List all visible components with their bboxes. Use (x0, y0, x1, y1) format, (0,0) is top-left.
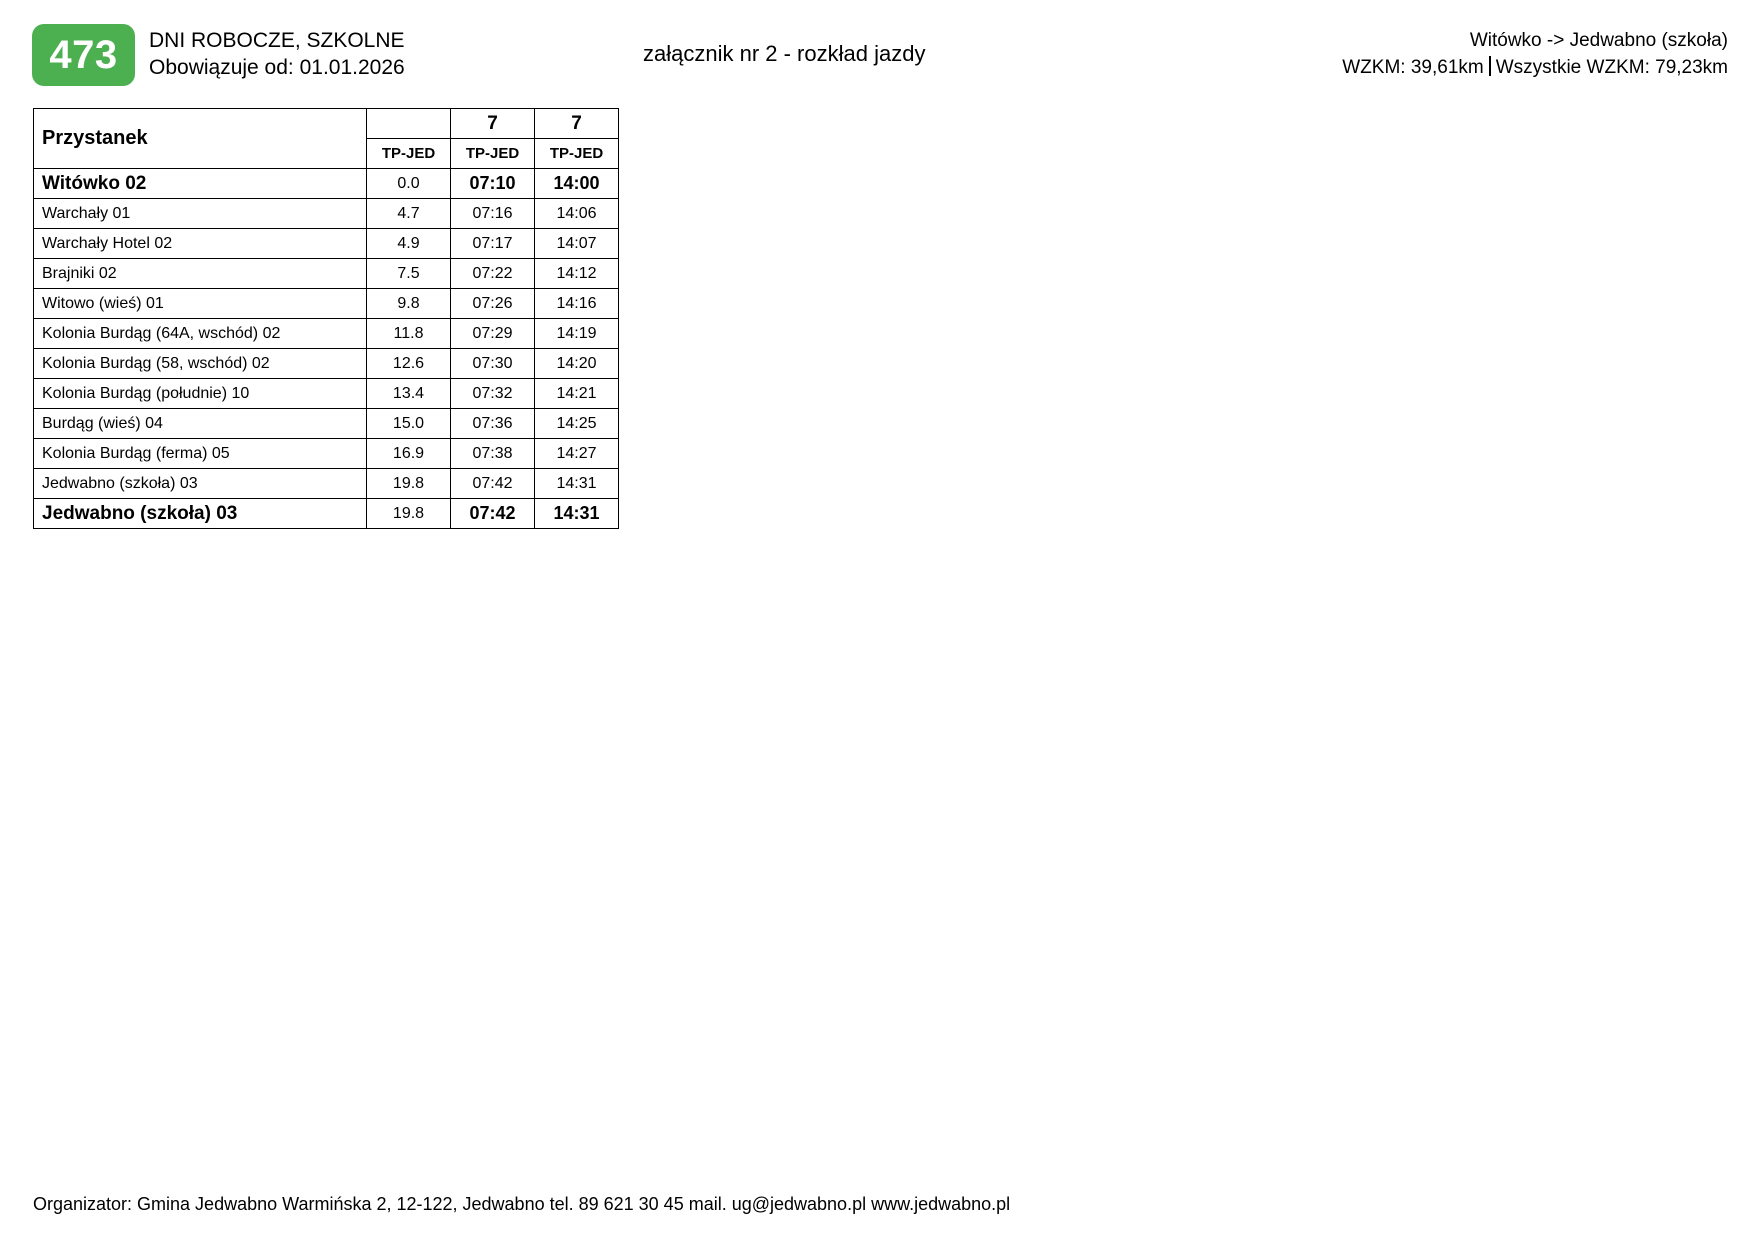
course-code: TP-JED (535, 139, 619, 169)
course-number: 7 (535, 109, 619, 139)
stop-name: Brajniki 02 (34, 259, 367, 289)
wzkm-total: Wszystkie WZKM: 79,23km (1495, 57, 1728, 78)
departure-time: 07:32 (451, 379, 535, 409)
departure-time: 07:17 (451, 229, 535, 259)
departure-time: 07:42 (451, 499, 535, 529)
timetable (33, 108, 619, 529)
departure-time: 14:07 (535, 229, 619, 259)
stop-distance: 9.8 (367, 289, 451, 319)
departure-time: 14:06 (535, 199, 619, 229)
departure-time: 14:00 (535, 169, 619, 199)
departure-time: 14:19 (535, 319, 619, 349)
departure-time: 14:12 (535, 259, 619, 289)
stop-distance: 15.0 (367, 409, 451, 439)
departure-time: 07:22 (451, 259, 535, 289)
organizer-footer: Organizator: Gmina Jedwabno Warmińska 2, 12-122, Jedwabno tel. 89 621 30 45 mail. ug@jedwabno.pl www.jedwabno.pl (33, 1194, 1011, 1214)
departure-time: 07:38 (451, 439, 535, 469)
stop-distance: 12.6 (367, 349, 451, 379)
dist-code: TP-JED (367, 139, 451, 169)
attachment-title: załącznik nr 2 - rozkład jazdy (643, 41, 926, 66)
header-left (149, 27, 405, 81)
stop-name: Witówko 02 (34, 169, 367, 199)
departure-time: 07:42 (451, 469, 535, 499)
table-row (34, 319, 619, 349)
wzkm: WZKM: 39,61km (1342, 57, 1484, 78)
departure-time: 14:31 (535, 469, 619, 499)
departure-time: 07:26 (451, 289, 535, 319)
stop-name: Jedwabno (szkoła) 03 (34, 499, 367, 529)
stop-name: Jedwabno (szkoła) 03 (34, 469, 367, 499)
departure-time: 07:16 (451, 199, 535, 229)
stop-name: Warchały 01 (34, 199, 367, 229)
timetable-body (34, 169, 619, 529)
stop-name: Kolonia Burdąg (południe) 10 (34, 379, 367, 409)
stop-name: Kolonia Burdąg (ferma) 05 (34, 439, 367, 469)
stop-distance: 19.8 (367, 499, 451, 529)
departure-time: 07:36 (451, 409, 535, 439)
dist-column-header (367, 109, 451, 139)
table-row (34, 349, 619, 379)
table-row (34, 259, 619, 289)
table-row (34, 199, 619, 229)
stop-name: Kolonia Burdąg (64A, wschód) 02 (34, 319, 367, 349)
table-row (34, 499, 619, 529)
course-code: TP-JED (451, 139, 535, 169)
separator (1489, 56, 1491, 76)
table-row (34, 379, 619, 409)
departure-time: 14:20 (535, 349, 619, 379)
valid-from: Obowiązuje od: 01.01.2026 (149, 56, 405, 79)
stop-name: Kolonia Burdąg (58, wschód) 02 (34, 349, 367, 379)
stop-distance: 4.9 (367, 229, 451, 259)
stop-distance: 7.5 (367, 259, 451, 289)
line-number: 473 (49, 32, 118, 77)
route-name: Witówko -> Jedwabno (szkoła) (1469, 30, 1728, 51)
stop-distance: 16.9 (367, 439, 451, 469)
stop-column-header: Przystanek (34, 109, 367, 169)
table-row (34, 469, 619, 499)
stop-name: Warchały Hotel 02 (34, 229, 367, 259)
departure-time: 07:29 (451, 319, 535, 349)
stop-name: Witowo (wieś) 01 (34, 289, 367, 319)
stop-distance: 4.7 (367, 199, 451, 229)
departure-time: 07:10 (451, 169, 535, 199)
table-row (34, 289, 619, 319)
header-right (1342, 27, 1728, 81)
wzkm-info (1342, 54, 1728, 81)
line-number-badge (32, 24, 135, 86)
stop-distance: 0.0 (367, 169, 451, 199)
stop-name: Burdąg (wieś) 04 (34, 409, 367, 439)
table-row (34, 169, 619, 199)
table-row (34, 229, 619, 259)
departure-time: 14:16 (535, 289, 619, 319)
departure-time: 14:25 (535, 409, 619, 439)
table-row (34, 409, 619, 439)
departure-time: 14:31 (535, 499, 619, 529)
course-number: 7 (451, 109, 535, 139)
departure-time: 14:21 (535, 379, 619, 409)
departure-time: 14:27 (535, 439, 619, 469)
day-type: DNI ROBOCZE, SZKOLNE (149, 29, 405, 52)
departure-time: 07:30 (451, 349, 535, 379)
stop-distance: 19.8 (367, 469, 451, 499)
stop-distance: 11.8 (367, 319, 451, 349)
stop-distance: 13.4 (367, 379, 451, 409)
table-row (34, 439, 619, 469)
